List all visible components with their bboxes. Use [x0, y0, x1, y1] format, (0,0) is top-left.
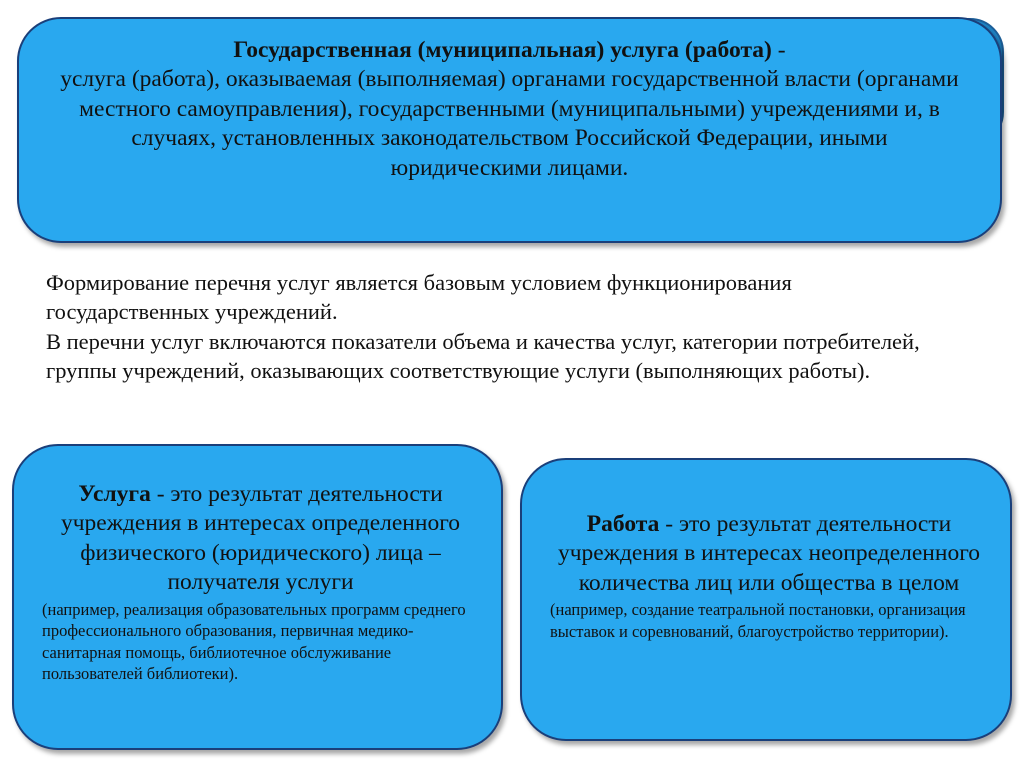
service-text: - это результат деятельности учреждения в интересах определенного физического (юридического) лица – получателя услуги [60, 481, 461, 596]
service-term: Услуга [78, 481, 151, 507]
service-example: (например, реализация образовательных программ среднего профессионального образования, первичная медико-санитарная помощь, библиотечное обслуживание пользователей библиотеки). [42, 599, 466, 684]
work-example: (например, создание театральной постановки, организация выставок и соревнований, благоустройство территории). [550, 600, 966, 641]
definition-box [17, 17, 1002, 243]
body-paragraph-1: Формирование перечня услуг является базовым условием функционирования государственных учреждений. [46, 270, 792, 325]
definition-separator: - [771, 37, 786, 63]
work-definition [548, 510, 990, 598]
work-box [520, 458, 1012, 741]
body-paragraph-2: В перечни услуг включаются показатели объема и качества услуг, категории потребителей, группы учреждений, оказывающих соответствующие услуги (выполняющих работы). [46, 328, 920, 384]
work-text: - это результат деятельности учреждения в интересах неопределенного количества лиц или общества в целом [557, 511, 981, 596]
definition-term: Государственная (муниципальная) услуга (работа) [233, 37, 772, 63]
service-definition [40, 480, 481, 598]
service-box [12, 444, 503, 750]
body-text [46, 268, 946, 386]
work-term: Работа [586, 511, 660, 537]
definition-text: услуга (работа), оказываемая (выполняемая) органами государственной власти (органами местного самоуправления), государственными (муниципальными) учреждениями и, в случаях, установленных законодательством Российской Федерации, иными юридическими лицами. [60, 66, 959, 181]
